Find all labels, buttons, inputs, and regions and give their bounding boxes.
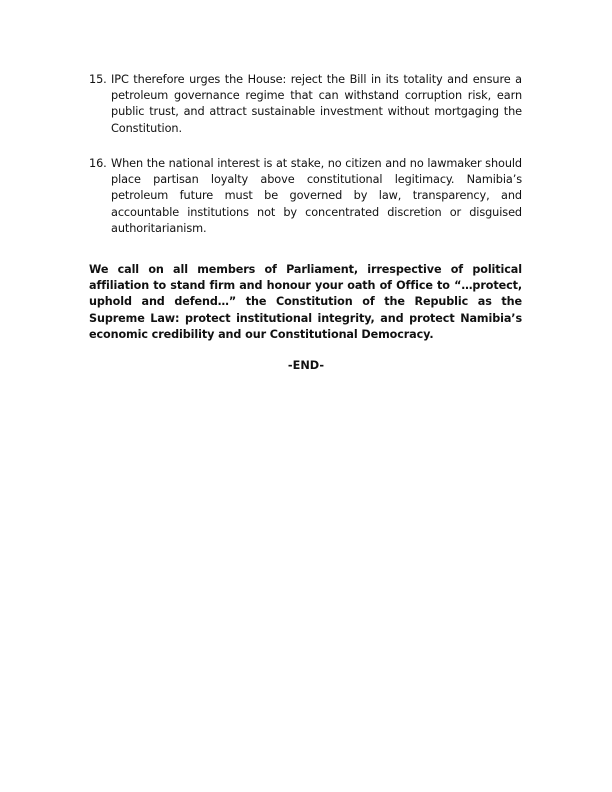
numbered-paragraph-16 — [89, 156, 522, 237]
numbered-paragraph-15 — [89, 72, 522, 137]
paragraph-text: IPC therefore urges the House: reject the Bill in its totality and ensure a petroleum governance regime that can withstand corruption risk, earn public trust, and attract sustainable investment without mortgaging the Constitution. — [111, 73, 522, 135]
end-marker: -END- — [287, 359, 325, 372]
paragraph-number: 15. — [89, 73, 107, 86]
paragraph-number: 16. — [89, 157, 107, 170]
closing-call-to-action: We call on all members of Parliament, irrespective of political affiliation to stand firm and honour your oath of Office to “…protect, uphold and defend…” the Constitution of the Republic as the Supreme Law: protect institutional integrity, and protect Namibia’s economic credibility and our Constitutional Democracy. — [89, 263, 522, 341]
paragraph-text: When the national interest is at stake, no citizen and no lawmaker should place partisan loyalty above constitutional legitimacy. Namibia’s petroleum future must be governed by law, transparency, and accountable institutions not by concentrated discretion or disguised authoritarianism. — [111, 157, 522, 235]
